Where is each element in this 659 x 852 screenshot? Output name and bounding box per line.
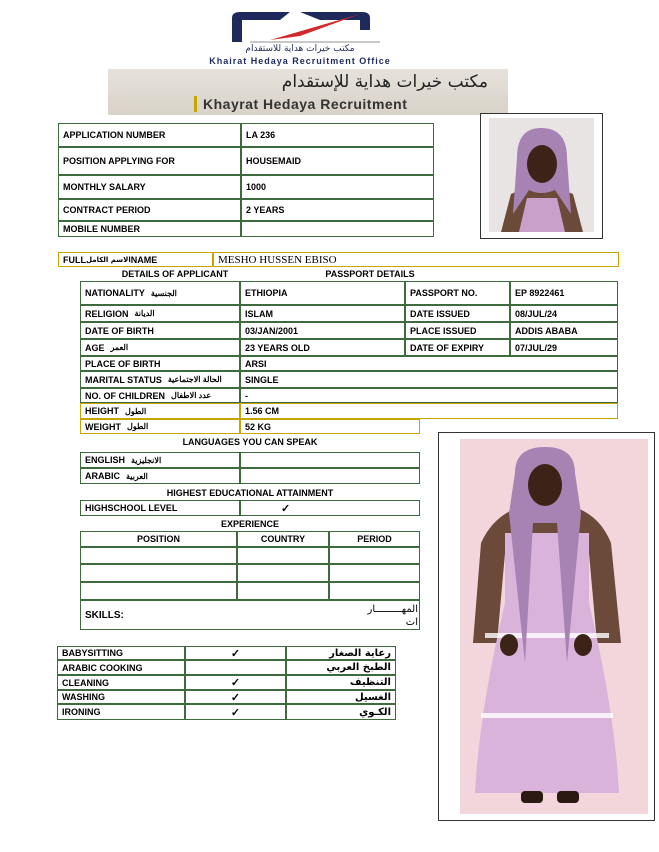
age-value: 23 YEARS OLD: [240, 339, 405, 356]
children-value: -: [240, 388, 618, 403]
dob-value: 03/JAN/2001: [240, 322, 405, 339]
skills-arabic-label: المهـــــــــار ات: [367, 604, 418, 628]
skill-check-icon: ✓: [185, 675, 286, 690]
place-issued-value: ADDIS ABABA: [510, 322, 618, 339]
age-label: AGE العمر: [80, 339, 240, 356]
arabic-label: ARABIC العربية: [80, 468, 240, 484]
date-issued-value: 08/JUL/24: [510, 305, 618, 322]
english-value: [240, 452, 420, 468]
experience-col-country: COUNTRY: [237, 531, 329, 547]
skills-label: SKILLS:: [80, 600, 420, 630]
date-expiry-value: 07/JUL/29: [510, 339, 618, 356]
application-number-value: LA 236: [241, 123, 434, 147]
skill-en: WASHING: [57, 690, 185, 704]
logo-mark-icon: [150, 6, 450, 46]
place-issued-label: PLACE ISSUED: [405, 322, 510, 339]
skill-ar: التنظيف: [286, 675, 396, 690]
skill-en: CLEANING: [57, 675, 185, 690]
skill-en: ARABIC COOKING: [57, 660, 185, 675]
banner-arabic-text: مكتب خيرات هداية للإستقدام: [281, 72, 488, 92]
experience-row: [80, 582, 237, 600]
application-number-label: APPLICATION NUMBER: [58, 123, 241, 147]
logo-english-text: Khairat Hedaya Recruitment Office: [209, 56, 391, 66]
marital-value: SINGLE: [240, 371, 618, 388]
banner-english-text: Khayrat Hedaya Recruitment: [194, 96, 407, 112]
nationality-value: ETHIOPIA: [240, 281, 405, 305]
company-logo: [150, 6, 450, 66]
passport-number-label: PASSPORT NO.: [405, 281, 510, 305]
height-label: HEIGHT الطول: [80, 403, 240, 419]
weight-value: 52 KG: [240, 419, 420, 434]
skill-ar: الطبخ العربي: [286, 660, 396, 675]
skill-check-icon: ✓: [185, 704, 286, 720]
education-header: HIGHEST EDUCATIONAL ATTAINMENT: [166, 487, 334, 498]
pob-label: PLACE OF BIRTH: [80, 356, 240, 371]
applicant-section-header: DETAILS OF APPLICANT: [121, 268, 229, 279]
experience-row: [237, 582, 329, 600]
languages-header: LANGUAGES YOU CAN SPEAK: [182, 437, 318, 447]
religion-label: RELIGION الديانة: [80, 305, 240, 322]
experience-col-period: PERIOD: [329, 531, 420, 547]
skill-en: IRONING: [57, 704, 185, 720]
date-expiry-label: DATE OF EXPIRY: [405, 339, 510, 356]
pob-value: ARSI: [240, 356, 618, 371]
mobile-value: [241, 221, 434, 237]
skill-ar: الغسيل: [286, 690, 396, 704]
company-banner: [108, 69, 508, 115]
mobile-label: MOBILE NUMBER: [58, 221, 241, 237]
skill-en: BABYSITTING: [57, 646, 185, 660]
english-label: ENGLISH الانجليزية: [80, 452, 240, 468]
height-value: 1.56 CM: [240, 403, 618, 419]
contract-label: CONTRACT PERIOD: [58, 199, 241, 221]
skill-check-icon: ✓: [185, 690, 286, 704]
full-name-label: FULL الاسم الكامل NAME: [58, 252, 213, 267]
experience-row: [237, 547, 329, 564]
experience-row: [80, 547, 237, 564]
nationality-label: NATIONALITY الجنسية: [80, 281, 240, 305]
full-body-photo: [438, 432, 655, 821]
skill-ar: الكـوي: [286, 704, 396, 720]
position-label: POSITION APPLYING FOR: [58, 147, 241, 175]
experience-row: [329, 582, 420, 600]
dob-label: DATE OF BIRTH: [80, 322, 240, 339]
experience-row: [329, 547, 420, 564]
weight-label: WEIGHT الطول: [80, 419, 240, 434]
experience-header: EXPERIENCE: [220, 519, 280, 529]
experience-row: [80, 564, 237, 582]
experience-col-position: POSITION: [80, 531, 237, 547]
position-value: HOUSEMAID: [241, 147, 434, 175]
education-level: HIGHSCHOOL LEVEL: [80, 500, 240, 516]
skill-check-icon: [185, 660, 286, 675]
contract-value: 2 YEARS: [241, 199, 434, 221]
children-label: NO. OF CHILDREN عدد الاطفال: [80, 388, 240, 403]
salary-label: MONTHLY SALARY: [58, 175, 241, 199]
passport-section-header: PASSPORT DETAILS: [325, 268, 415, 279]
skill-ar: رعاية الصغار: [286, 646, 396, 660]
salary-value: 1000: [241, 175, 434, 199]
experience-row: [237, 564, 329, 582]
marital-label: MARITAL STATUS الحالة الاجتماعية: [80, 371, 240, 388]
religion-value: ISLAM: [240, 305, 405, 322]
experience-row: [329, 564, 420, 582]
passport-number-value: EP 8922461: [510, 281, 618, 305]
education-check-icon: ✓: [240, 500, 420, 516]
logo-arabic-text: مكتب خيرات هداية للاستقدام: [245, 44, 355, 54]
arabic-value: [240, 468, 420, 484]
skill-check-icon: ✓: [185, 646, 286, 660]
full-name-value: MESHO HUSSEN EBISO: [213, 252, 619, 267]
date-issued-label: DATE ISSUED: [405, 305, 510, 322]
portrait-photo: [480, 113, 603, 239]
